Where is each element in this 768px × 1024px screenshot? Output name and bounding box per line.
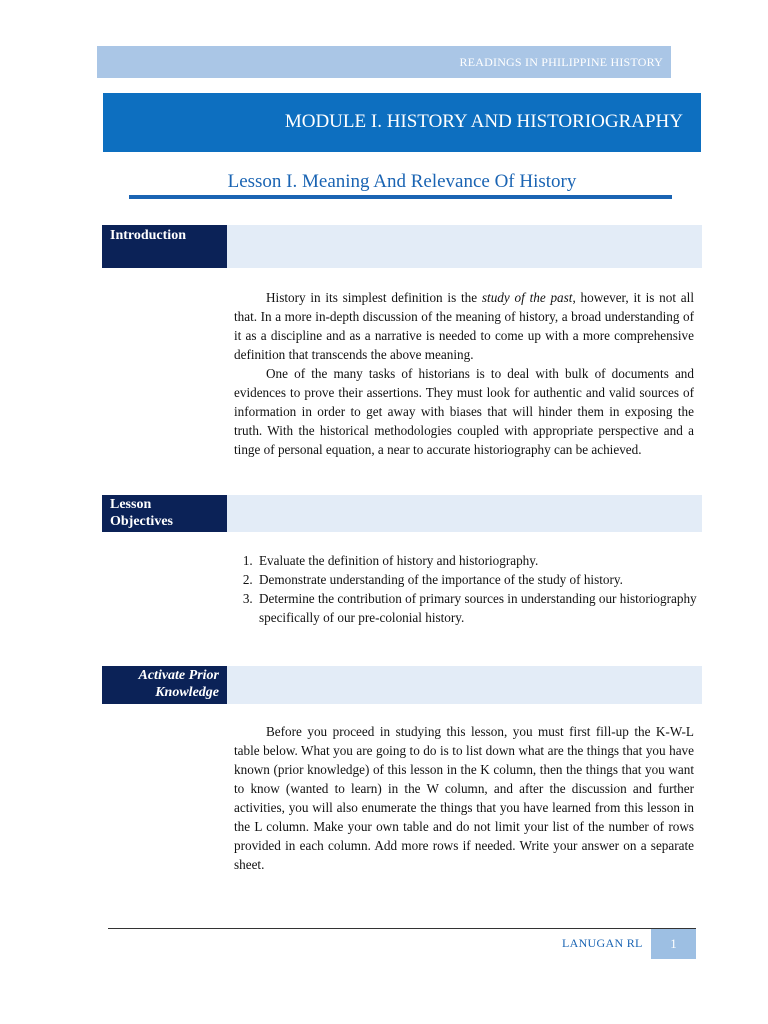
introduction-band bbox=[227, 225, 702, 268]
list-item: 1. Evaluate the definition of history and historiography. bbox=[256, 551, 716, 570]
objectives-label-line2: Objectives bbox=[110, 514, 173, 529]
list-item: 3. Determine the contribution of primary sources in understanding our historiography specifically of our pre-colonial history. bbox=[256, 589, 716, 627]
objectives-band bbox=[227, 495, 702, 532]
emphasis-study-of-the-past: study of the past bbox=[481, 290, 573, 305]
introduction-paragraph-1: History in its simplest definition is the study of the past, however, it is not all that. In a more in-depth discussion of the meaning of history, a broad understanding of it as a discipline and as a narrative is needed to come up with a more comprehensive definition that transcends the above meaning. bbox=[234, 290, 694, 362]
footer-author: LANUGAN RL bbox=[562, 936, 643, 950]
objectives-label-line1: Lesson bbox=[110, 497, 152, 512]
page-number-box bbox=[651, 929, 696, 959]
objectives-label bbox=[102, 495, 227, 532]
lesson-title-underline bbox=[129, 195, 672, 199]
objectives-list bbox=[234, 551, 716, 627]
lesson-title: Lesson I. Meaning And Relevance Of History bbox=[227, 171, 577, 192]
running-header-bar bbox=[97, 46, 671, 78]
prior-knowledge-text bbox=[234, 722, 694, 874]
introduction-label-text: Introduction bbox=[110, 228, 186, 243]
prior-knowledge-label bbox=[102, 666, 227, 704]
prior-knowledge-paragraph: Before you proceed in studying this lesson, you must first fill-up the K-W-L table below. What you are going to do is to list down what are the things that you have known (prior knowledge) of this lesson in the K column, then the things that you want to know (wanted to learn) in the W column, and after the discussion and further activities, you will also enumerate the things that you have learned from this lesson in the L column. Make your own table and do not limit your list of the number of rows provided in each column. Add more rows if needed. Write your answer on a separate sheet. bbox=[234, 724, 694, 872]
module-title: MODULE I. HISTORY AND HISTORIOGRAPHY bbox=[284, 111, 683, 132]
footer-divider bbox=[108, 928, 696, 929]
prior-knowledge-label-line1: Activate Prior bbox=[138, 668, 219, 683]
prior-knowledge-label-line2: Knowledge bbox=[155, 685, 219, 700]
list-item: 2. Demonstrate understanding of the importance of the study of history. bbox=[256, 570, 716, 589]
introduction-label bbox=[102, 225, 227, 268]
page-number: 1 bbox=[670, 936, 677, 951]
module-title-bar bbox=[103, 93, 701, 152]
introduction-text bbox=[234, 288, 694, 459]
running-title: READINGS IN PHILIPPINE HISTORY bbox=[459, 55, 663, 69]
prior-knowledge-band bbox=[227, 666, 702, 704]
introduction-paragraph-2: One of the many tasks of historians is to deal with bulk of documents and evidences to prove their assertions. They must look for authentic and valid sources of information in order to get away with biases that will hinder them in exposing the truth. With the historical methodologies coupled with appropriate perspective and a tinge of personal equation, a near to accurate historiography can be achieved. bbox=[234, 366, 694, 457]
